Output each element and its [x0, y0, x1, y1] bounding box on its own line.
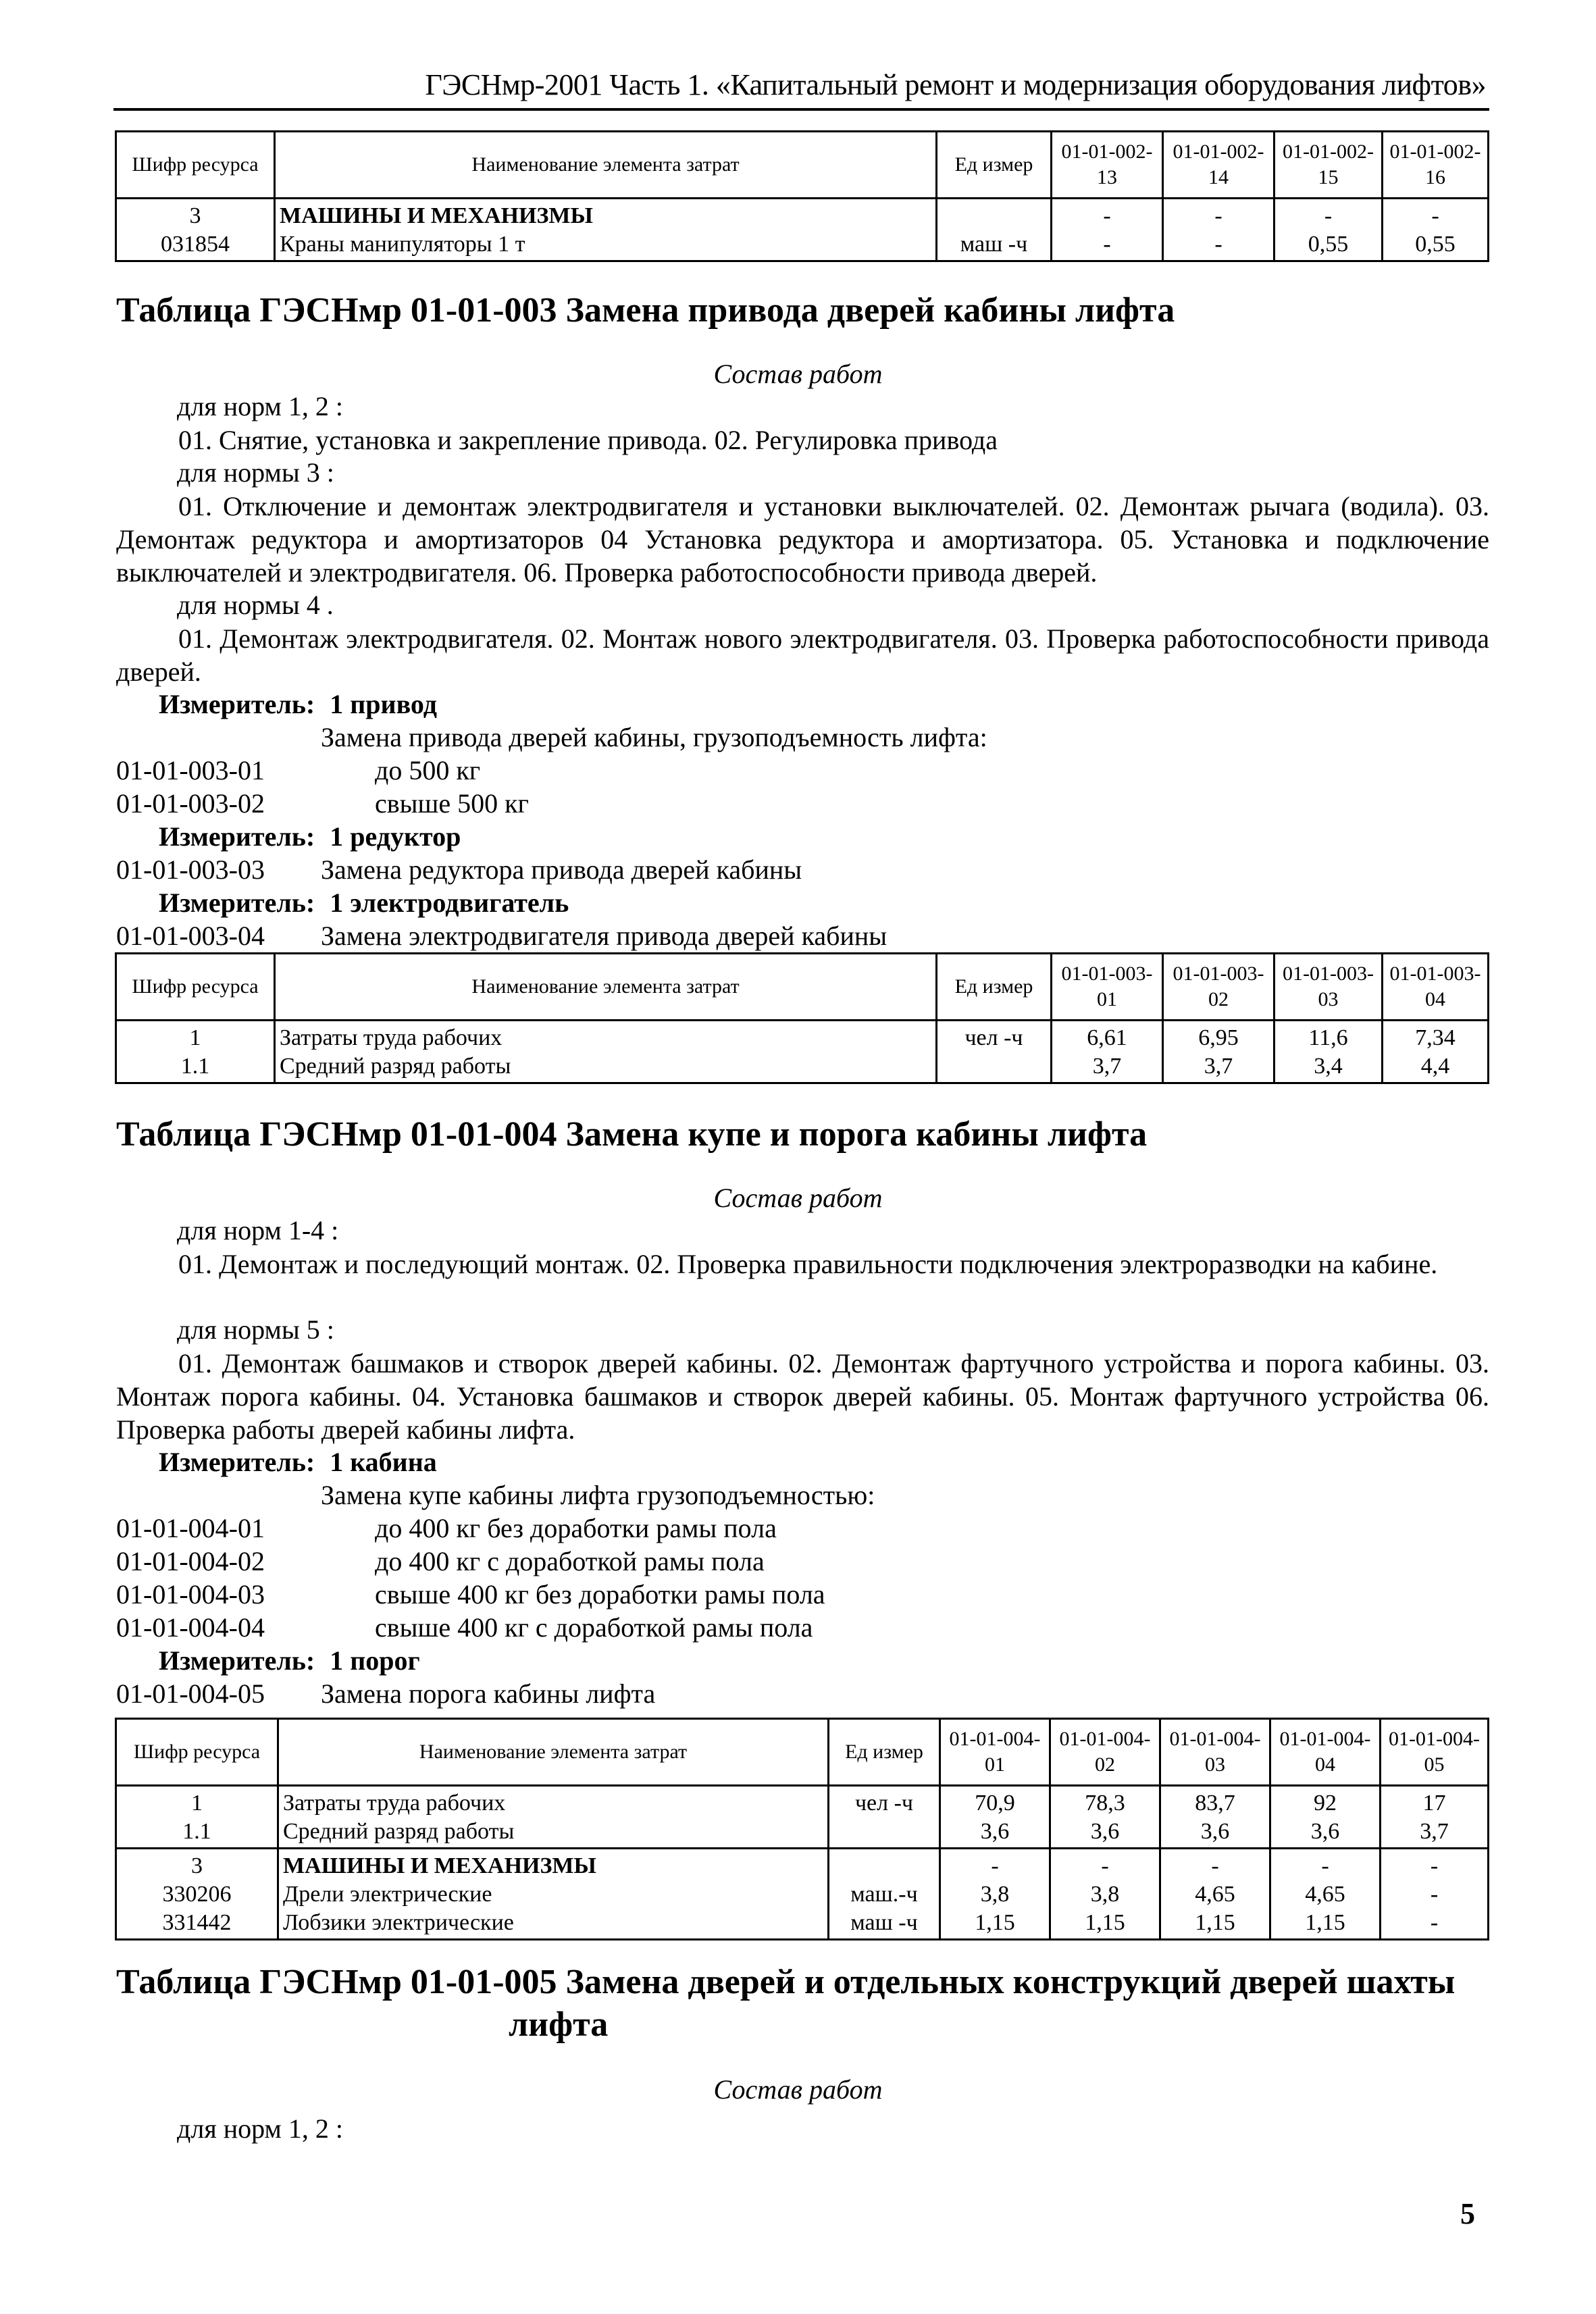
- cell-name: Краны манипуляторы 1 т: [275, 230, 937, 261]
- col-header-unit: Ед измер: [937, 954, 1052, 1021]
- norm-code: 01-01-004-04: [116, 1612, 265, 1643]
- cell-value: 3,6: [1050, 1818, 1160, 1849]
- meter-label: Измеритель:: [159, 1645, 315, 1676]
- norm-item: [116, 1612, 813, 1643]
- col-header-norm: 01-01-003-01: [1052, 954, 1163, 1021]
- cell-shifr: 330206: [116, 1880, 278, 1909]
- cell-value: 3,6: [940, 1818, 1050, 1849]
- cell-name: МАШИНЫ И МЕХАНИЗМЫ: [278, 1849, 829, 1881]
- cell-value: 1,15: [1050, 1909, 1160, 1940]
- norm-item: [116, 1512, 777, 1544]
- cell-value: -: [1052, 199, 1163, 231]
- table-header-row: [116, 1719, 1489, 1786]
- work-group-text: 01. Демонтаж электродвигателя. 02. Монтаж нового электродвигателя. 03. Проверка работоспособности привода дверей.: [116, 623, 1489, 687]
- norm-item: [116, 1545, 765, 1577]
- cell-value: -: [1052, 230, 1163, 261]
- cell-shifr: 3: [116, 1849, 278, 1881]
- norm-desc: до 400 кг с доработкой рамы пола: [375, 1546, 765, 1576]
- meter-label: Измеритель:: [159, 689, 315, 719]
- col-header-norm: 01-01-004-04: [1270, 1719, 1381, 1786]
- cell-shifr: 1: [116, 1021, 275, 1053]
- cell-value: -: [1163, 230, 1275, 261]
- table-002-continuation: [115, 130, 1489, 262]
- section-005-title-continued: лифта: [509, 2005, 609, 2044]
- table-row: [116, 1021, 1489, 1053]
- table-row: [116, 1786, 1489, 1818]
- meter-label: Измеритель:: [159, 1447, 315, 1477]
- table-row: [116, 199, 1489, 231]
- norm-code: 01-01-004-05: [116, 1678, 265, 1709]
- norm-code: 01-01-004-03: [116, 1579, 265, 1610]
- cell-value: 4,65: [1160, 1880, 1270, 1909]
- cell-value: 3,7: [1381, 1818, 1489, 1849]
- work-group-label: для норм 1-4 :: [177, 1215, 339, 1245]
- cell-name: Затраты труда рабочих: [278, 1786, 829, 1818]
- work-group-label: для нормы 3 :: [177, 457, 334, 488]
- meter-line: [159, 688, 437, 720]
- cell-value: 0,55: [1383, 230, 1489, 261]
- cell-value: 3,8: [940, 1880, 1050, 1909]
- col-header-norm: 01-01-002-13: [1052, 132, 1163, 199]
- cell-unit: маш -ч: [829, 1909, 940, 1940]
- norm-item: [116, 1678, 655, 1709]
- norm-desc: Замена электродвигателя привода дверей кабины: [321, 921, 887, 951]
- cell-unit: [937, 199, 1052, 231]
- meter-line: [159, 1645, 420, 1676]
- meter-line: [159, 887, 569, 919]
- col-header-norm: 01-01-004-03: [1160, 1719, 1270, 1786]
- cell-name: МАШИНЫ И МЕХАНИЗМЫ: [275, 199, 937, 231]
- cell-shifr: 1.1: [116, 1052, 275, 1083]
- norm-desc: свыше 400 кг с доработкой рамы пола: [375, 1612, 813, 1643]
- cell-value: -: [1050, 1849, 1160, 1881]
- cell-value: 6,95: [1163, 1021, 1275, 1053]
- col-header-shifr: Шифр ресурса: [116, 954, 275, 1021]
- norm-code: 01-01-003-04: [116, 921, 265, 951]
- running-head: ГЭСНмр-2001 Часть 1. «Капитальный ремонт и модернизация оборудования лифтов»: [425, 68, 1486, 101]
- section-003-sostav-label: Состав работ: [713, 359, 883, 389]
- table-row: [116, 1818, 1489, 1849]
- cell-shifr: 1: [116, 1786, 278, 1818]
- cell-value: -: [1381, 1849, 1489, 1881]
- cell-name: Лобзики электрические: [278, 1909, 829, 1940]
- norm-desc: Замена редуктора привода дверей кабины: [321, 854, 802, 885]
- work-group-label: для норм 1, 2 :: [177, 2113, 343, 2144]
- norm-item: [116, 788, 529, 819]
- col-header-norm: 01-01-002-16: [1383, 132, 1489, 199]
- page-number: 5: [1460, 2197, 1475, 2230]
- cell-value: -: [1383, 199, 1489, 231]
- col-header-name: Наименование элемента затрат: [275, 132, 937, 199]
- cell-unit: чел -ч: [829, 1786, 940, 1818]
- col-header-norm: 01-01-003-04: [1383, 954, 1489, 1021]
- cell-value: 0,55: [1275, 230, 1383, 261]
- cell-name: Затраты труда рабочих: [275, 1021, 937, 1053]
- table-header-row: [116, 132, 1489, 199]
- meter-value: 1 порог: [330, 1645, 420, 1676]
- work-group-label: для нормы 4 .: [177, 590, 334, 620]
- cell-value: 3,7: [1163, 1052, 1275, 1083]
- cell-value: 17: [1381, 1786, 1489, 1818]
- norm-desc: до 500 кг: [375, 755, 481, 786]
- cell-value: -: [1270, 1849, 1381, 1881]
- cell-value: 6,61: [1052, 1021, 1163, 1053]
- cell-name: Средний разряд работы: [278, 1818, 829, 1849]
- norm-desc: свыше 400 кг без доработки рамы пола: [375, 1579, 825, 1610]
- col-header-norm: 01-01-004-02: [1050, 1719, 1160, 1786]
- cell-name: Дрели электрические: [278, 1880, 829, 1909]
- norm-code: 01-01-003-02: [116, 788, 265, 819]
- cell-value: -: [1160, 1849, 1270, 1881]
- col-header-name: Наименование элемента затрат: [278, 1719, 829, 1786]
- cell-value: 3,8: [1050, 1880, 1160, 1909]
- norm-desc: свыше 500 кг: [375, 788, 529, 819]
- cell-value: -: [1381, 1909, 1489, 1940]
- cell-value: 1,15: [1160, 1909, 1270, 1940]
- cell-value: 92: [1270, 1786, 1381, 1818]
- meter-value: 1 редуктор: [330, 821, 461, 852]
- norm-code: 01-01-003-01: [116, 755, 265, 786]
- section-005-sostav-label: Состав работ: [713, 2074, 883, 2105]
- norm-item: [116, 754, 480, 786]
- table-row: [116, 230, 1489, 261]
- meter-value: 1 кабина: [330, 1447, 437, 1477]
- section-003-title: Таблица ГЭСНмр 01-01-003 Замена привода дверей кабины лифта: [116, 291, 1175, 330]
- cell-value: 4,65: [1270, 1880, 1381, 1909]
- cell-value: 7,34: [1383, 1021, 1489, 1053]
- work-group-text: 01. Демонтаж и последующий монтаж. 02. Проверка правильности подключения электроразводки на кабине.: [178, 1249, 1438, 1279]
- cell-value: 83,7: [1160, 1786, 1270, 1818]
- cell-unit: маш.-ч: [829, 1880, 940, 1909]
- meter-label: Измеритель:: [159, 888, 315, 918]
- col-header-norm: 01-01-004-01: [940, 1719, 1050, 1786]
- meter-value: 1 привод: [330, 689, 437, 719]
- work-group-label: для нормы 5 :: [177, 1314, 334, 1345]
- cell-shifr: 1.1: [116, 1818, 278, 1849]
- meter-line: [159, 821, 461, 852]
- norm-lead-in: Замена купе кабины лифта грузоподъемностью:: [321, 1480, 875, 1510]
- norm-desc: Замена порога кабины лифта: [321, 1678, 656, 1709]
- cell-name: Средний разряд работы: [275, 1052, 937, 1083]
- col-header-unit: Ед измер: [829, 1719, 940, 1786]
- work-group-text: 01. Отключение и демонтаж электродвигателя и установки выключателей. 02. Демонтаж рычага (водила). 03. Демонтаж редуктора и амортизаторов 04 Установка редуктора и амортизатора. 05. Установка и подключение выключателей и электродвигателя. 06. Проверка работоспособности привода дверей.: [116, 491, 1489, 588]
- cell-value: 1,15: [940, 1909, 1050, 1940]
- col-header-norm: 01-01-002-14: [1163, 132, 1275, 199]
- col-header-norm: 01-01-004-05: [1381, 1719, 1489, 1786]
- cell-value: 11,6: [1275, 1021, 1383, 1053]
- col-header-norm: 01-01-003-02: [1163, 954, 1275, 1021]
- norm-code: 01-01-003-03: [116, 854, 265, 885]
- cell-value: 78,3: [1050, 1786, 1160, 1818]
- cell-value: 1,15: [1270, 1909, 1381, 1940]
- cell-value: 3,7: [1052, 1052, 1163, 1083]
- norm-desc: до 400 кг без доработки рамы пола: [375, 1513, 777, 1543]
- norm-lead-in: Замена привода дверей кабины, грузоподъемность лифта:: [321, 722, 987, 752]
- table-row: [116, 1849, 1489, 1881]
- norm-code: 01-01-004-02: [116, 1546, 265, 1576]
- col-header-unit: Ед измер: [937, 132, 1052, 199]
- cell-shifr: 331442: [116, 1909, 278, 1940]
- norm-item: [116, 854, 802, 885]
- meter-line: [159, 1446, 437, 1478]
- norm-code: 01-01-004-01: [116, 1513, 265, 1543]
- table-004: [115, 1718, 1489, 1940]
- work-group-text: 01. Снятие, установка и закрепление привода. 02. Регулировка привода: [178, 425, 998, 455]
- cell-unit: [829, 1849, 940, 1881]
- header-rule: [113, 108, 1489, 111]
- table-row: [116, 1909, 1489, 1940]
- cell-unit: маш -ч: [937, 230, 1052, 261]
- col-header-shifr: Шифр ресурса: [116, 132, 275, 199]
- cell-shifr: 3: [116, 199, 275, 231]
- table-003: [115, 952, 1489, 1084]
- cell-unit: [829, 1818, 940, 1849]
- meter-label: Измеритель:: [159, 821, 315, 852]
- col-header-norm: 01-01-002-15: [1275, 132, 1383, 199]
- norm-item: [116, 920, 887, 952]
- cell-unit: чел -ч: [937, 1021, 1052, 1053]
- cell-value: 3,6: [1270, 1818, 1381, 1849]
- table-row: [116, 1880, 1489, 1909]
- meter-value: 1 электродвигатель: [330, 888, 569, 918]
- cell-value: -: [1163, 199, 1275, 231]
- cell-value: -: [1275, 199, 1383, 231]
- col-header-norm: 01-01-003-03: [1275, 954, 1383, 1021]
- cell-value: -: [940, 1849, 1050, 1881]
- work-group-text: 01. Демонтаж башмаков и створок дверей кабины. 02. Демонтаж фартучного устройства и порога кабины. 03. Монтаж порога кабины. 04. Установка башмаков и створок дверей кабины. 05. Монтаж фартучного устройства 06. Проверка работы дверей кабины лифта.: [116, 1348, 1489, 1445]
- cell-value: 3,6: [1160, 1818, 1270, 1849]
- section-004-title: Таблица ГЭСНмр 01-01-004 Замена купе и порога кабины лифта: [116, 1115, 1148, 1154]
- col-header-shifr: Шифр ресурса: [116, 1719, 278, 1786]
- cell-value: 3,4: [1275, 1052, 1383, 1083]
- table-header-row: [116, 954, 1489, 1021]
- table-row: [116, 1052, 1489, 1083]
- work-group-label: для норм 1, 2 :: [177, 391, 343, 421]
- cell-unit: [937, 1052, 1052, 1083]
- norm-item: [116, 1578, 825, 1610]
- cell-shifr: 031854: [116, 230, 275, 261]
- cell-value: 4,4: [1383, 1052, 1489, 1083]
- col-header-name: Наименование элемента затрат: [275, 954, 937, 1021]
- cell-value: 70,9: [940, 1786, 1050, 1818]
- section-004-sostav-label: Состав работ: [713, 1183, 883, 1213]
- section-005-title: Таблица ГЭСНмр 01-01-005 Замена дверей и отдельных конструкций дверей шахты: [116, 1963, 1456, 2001]
- cell-value: -: [1381, 1880, 1489, 1909]
